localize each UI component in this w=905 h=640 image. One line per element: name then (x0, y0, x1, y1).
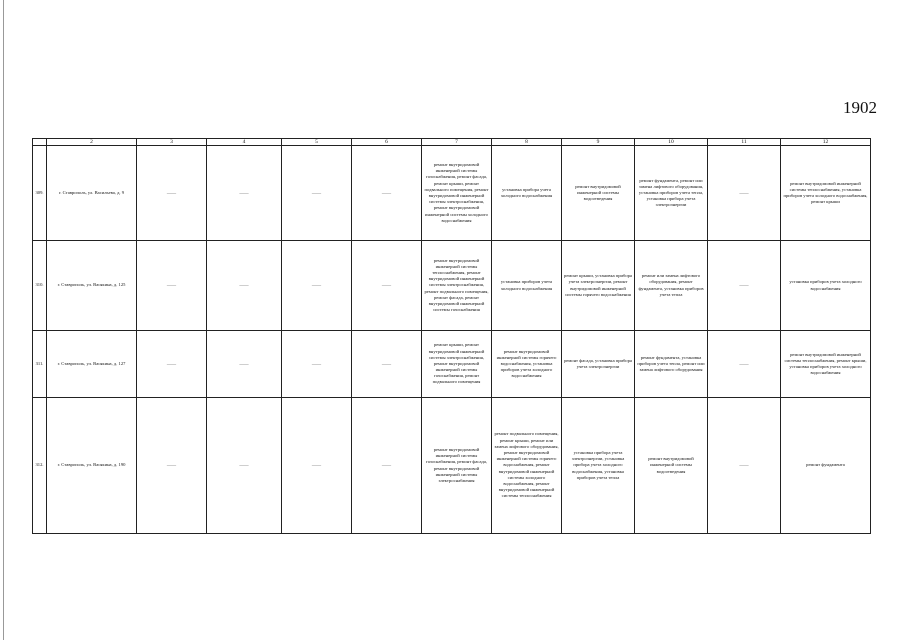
header-cell-2: 2 (47, 139, 137, 146)
works-col-8: установка приборов учета холодного водоснабжения (492, 241, 562, 331)
address-cell: г. Ставрополь, ул. Васякина, д. 127 (47, 331, 137, 398)
table-row (33, 398, 871, 534)
header-cell-9: 9 (562, 139, 635, 146)
works-col-8: ремонт подвального помещения, ремонт крыши, ремонт или замена лифтового оборудования, ремонт внутридомовой инженерной системы горячего водоснабжения, ремонт внутридомовой инженерной системы холодного водоснабжения, ремонт внутридомовой инженерной системы теплоснабжения (492, 398, 562, 534)
works-col-9: ремонт фасада, установка прибора учета электроэнергии (562, 331, 635, 398)
empty-dash: —— (282, 146, 352, 241)
address-cell: г. Ставрополь, ул. Васякина, д. 125 (47, 241, 137, 331)
header-cell-7: 7 (422, 139, 492, 146)
empty-dash: —— (137, 331, 207, 398)
row-number: 310. (33, 241, 47, 331)
repair-schedule-table (32, 138, 871, 534)
table-row (33, 146, 871, 241)
header-cell-4: 4 (207, 139, 282, 146)
works-col-7: ремонт внутридомовой инженерной системы газоснабжения, ремонт фасада, ремонт внутридомовой инженерной системы электроснабжения (422, 398, 492, 534)
scan-margin-line (3, 0, 4, 640)
header-cell-6: 6 (352, 139, 422, 146)
row-number: 311. (33, 331, 47, 398)
empty-dash: —— (352, 331, 422, 398)
address-cell: г. Ставрополь, ул. Васильева, д. 9 (47, 146, 137, 241)
empty-dash: —— (282, 398, 352, 534)
row-number: 309. (33, 146, 47, 241)
empty-dash: —— (207, 331, 282, 398)
empty-dash: —— (207, 146, 282, 241)
empty-dash: —— (282, 331, 352, 398)
works-col-7: ремонт крыши, ремонт внутридомовой инженерной системы электроснабжения, ремонт внутридомовой инженерной системы газоснабжения, ремонт подвального помещения (422, 331, 492, 398)
works-col-12: ремонт фундамента (781, 398, 871, 534)
header-cell-12: 12 (781, 139, 871, 146)
header-cell-3: 3 (137, 139, 207, 146)
works-col-8: установка прибора учета холодного водоснабжения (492, 146, 562, 241)
works-col-12: установка приборов учета холодного водоснабжения (781, 241, 871, 331)
works-col-10: ремонт фундамента, установка приборов учета тепла, ремонт или замена лифтового оборудования (635, 331, 708, 398)
empty-dash: —— (207, 241, 282, 331)
empty-dash: —— (708, 398, 781, 534)
works-col-9: ремонт внутридомовой инженерной системы водоотведения (562, 146, 635, 241)
empty-dash: —— (708, 146, 781, 241)
works-col-9: установка прибора учета электроэнергии, установка прибора учета холодного водоснабжения, установка приборов учета тепла (562, 398, 635, 534)
header-cell-11: 11 (708, 139, 781, 146)
header-cell-1 (33, 139, 47, 146)
works-col-7: ремонт внутридомовой инженерной системы теплоснабжения, ремонт внутридомовой инженерной системы электроснабжения, ремонт подвального помещения, ремонт фасада, ремонт внутридомовой инженерной системы газоснабжения (422, 241, 492, 331)
table-row (33, 241, 871, 331)
empty-dash: —— (708, 331, 781, 398)
table-row (33, 331, 871, 398)
works-col-10: ремонт фундамента, ремонт или замена лифтового оборудования, установка приборов учета тепла, установка прибора учета электроэнергии (635, 146, 708, 241)
header-cell-10: 10 (635, 139, 708, 146)
column-number-row (33, 139, 871, 146)
empty-dash: —— (137, 398, 207, 534)
page-number: 1902 (843, 98, 877, 117)
empty-dash: —— (137, 146, 207, 241)
empty-dash: —— (352, 398, 422, 534)
empty-dash: —— (352, 146, 422, 241)
empty-dash: —— (282, 241, 352, 331)
works-col-12: ремонт внутридомовой инженерной системы теплоснабжения, ремонт крыши, установка приборов учета холодного водоснабжения (781, 331, 871, 398)
address-cell: г. Ставрополь, ул. Васякина, д. 190 (47, 398, 137, 534)
works-col-10: ремонт или замена лифтового оборудования, ремонт фундамента, установка приборов учета тепла (635, 241, 708, 331)
empty-dash: —— (207, 398, 282, 534)
works-col-7: ремонт внутридомовой инженерной системы газоснабжения, ремонт фасада, ремонт крыши, ремонт подвального помещения, ремонт внутридомовой инженерной системы электроснабжения, ремонт внутридомовой инженерной системы холодного водоснабжения (422, 146, 492, 241)
empty-dash: —— (708, 241, 781, 331)
row-number: 312. (33, 398, 47, 534)
empty-dash: —— (352, 241, 422, 331)
works-col-10: ремонт внутридомовой инженерной системы водоотведения (635, 398, 708, 534)
works-col-8: ремонт внутридомовой инженерной системы горячего водоснабжения, установка приборов учета холодного водоснабжения (492, 331, 562, 398)
empty-dash: —— (137, 241, 207, 331)
works-col-12: ремонт внутридомовой инженерной системы теплоснабжения, установка приборов учета холодного водоснабжения, ремонт крыши (781, 146, 871, 241)
works-col-9: ремонт крыши, установка прибора учета электроэнергии, ремонт внутридомовой инженерной системы горячего водоснабжения (562, 241, 635, 331)
header-cell-8: 8 (492, 139, 562, 146)
header-cell-5: 5 (282, 139, 352, 146)
